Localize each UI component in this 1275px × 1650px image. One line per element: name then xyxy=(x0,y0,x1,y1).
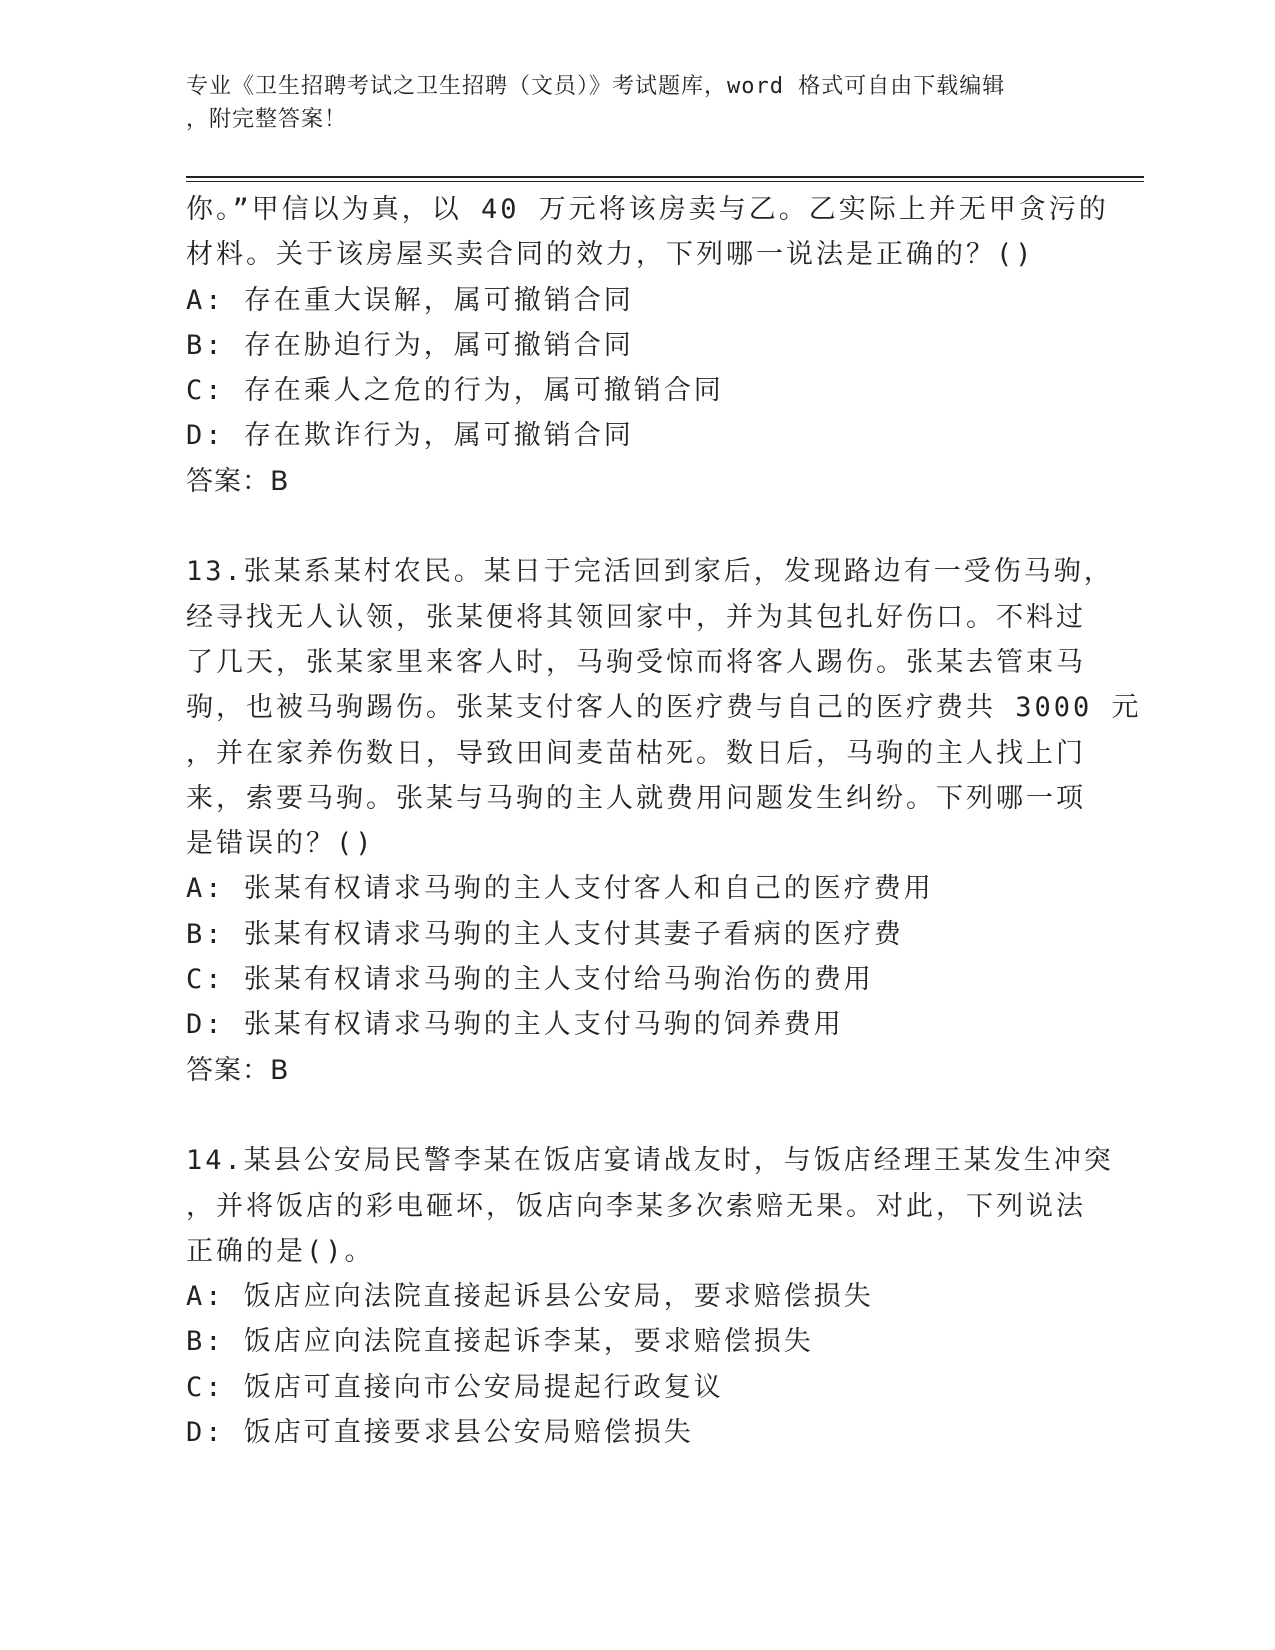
question-stem-line: ，并将饭店的彩电砸坏，饭店向李某多次索赔无果。对此，下列说法 xyxy=(186,1190,1086,1222)
question-content xyxy=(186,187,1142,1455)
question-stem-line: 驹，也被马驹踢伤。张某支付客人的医疗费与自己的医疗费共 3000 元 xyxy=(186,692,1142,724)
spacer xyxy=(186,504,1086,549)
answer-line: 答案：B xyxy=(186,465,290,497)
header-line-2: ，附完整答案！ xyxy=(186,107,348,132)
document-header xyxy=(186,70,1066,136)
option-d: D: 存在欺诈行为，属可撤销合同 xyxy=(186,420,634,452)
question-stem-line: 来，索要马驹。张某与马驹的主人就费用问题发生纠纷。下列哪一项 xyxy=(186,782,1086,814)
question-stem-line: 14.某县公安局民警李某在饭店宴请战友时，与饭店经理王某发生冲突 xyxy=(186,1145,1114,1177)
option-a: A: 饭店应向法院直接起诉县公安局，要求赔偿损失 xyxy=(186,1281,874,1313)
option-b: B: 张某有权请求马驹的主人支付其妻子看病的医疗费 xyxy=(186,918,904,950)
option-a: A: 存在重大误解，属可撤销合同 xyxy=(186,284,634,316)
question-13 xyxy=(186,549,1142,1093)
option-d: D: 饭店可直接要求县公安局赔偿损失 xyxy=(186,1417,694,1449)
option-a: A: 张某有权请求马驹的主人支付客人和自己的医疗费用 xyxy=(186,873,934,905)
option-c: C: 存在乘人之危的行为，属可撤销合同 xyxy=(186,375,724,407)
question-stem-line: 经寻找无人认领，张某便将其领回家中，并为其包扎好伤口。不料过 xyxy=(186,601,1086,633)
option-c: C: 饭店可直接向市公安局提起行政复议 xyxy=(186,1371,724,1403)
spacer xyxy=(186,1093,1086,1138)
question-stem-line: 你。”甲信以为真，以 40 万元将该房卖与乙。乙实际上并无甲贪污的 xyxy=(186,194,1109,225)
question-stem-line: 正确的是()。 xyxy=(186,1235,375,1267)
question-stem-line: 是错误的？() xyxy=(186,828,375,860)
option-b: B: 饭店应向法院直接起诉李某，要求赔偿损失 xyxy=(186,1326,814,1358)
option-c: C: 张某有权请求马驹的主人支付给马驹治伤的费用 xyxy=(186,964,874,996)
option-b: B: 存在胁迫行为，属可撤销合同 xyxy=(186,329,634,361)
header-divider-thin xyxy=(186,181,1144,182)
header-divider-thick xyxy=(186,176,1144,178)
question-14 xyxy=(186,1138,1114,1455)
option-d: D: 张某有权请求马驹的主人支付马驹的饲养费用 xyxy=(186,1009,844,1041)
question-stem-line: ，并在家养伤数日，导致田间麦苗枯死。数日后，马驹的主人找上门 xyxy=(186,737,1086,769)
question-stem-line: 材料。关于该房屋买卖合同的效力，下列哪一说法是正确的？() xyxy=(186,239,1035,271)
question-12 xyxy=(186,187,1109,504)
question-stem-line: 了几天，张某家里来客人时，马驹受惊而将客人踢伤。张某去管束马 xyxy=(186,646,1086,678)
header-line-1: 专业《卫生招聘考试之卫生招聘（文员）》考试题库，word 格式可自由下载编辑 xyxy=(186,74,1006,99)
answer-line: 答案：B xyxy=(186,1054,290,1086)
question-stem-line: 13.张某系某村农民。某日于完活回到家后，发现路边有一受伤马驹， xyxy=(186,556,1114,588)
